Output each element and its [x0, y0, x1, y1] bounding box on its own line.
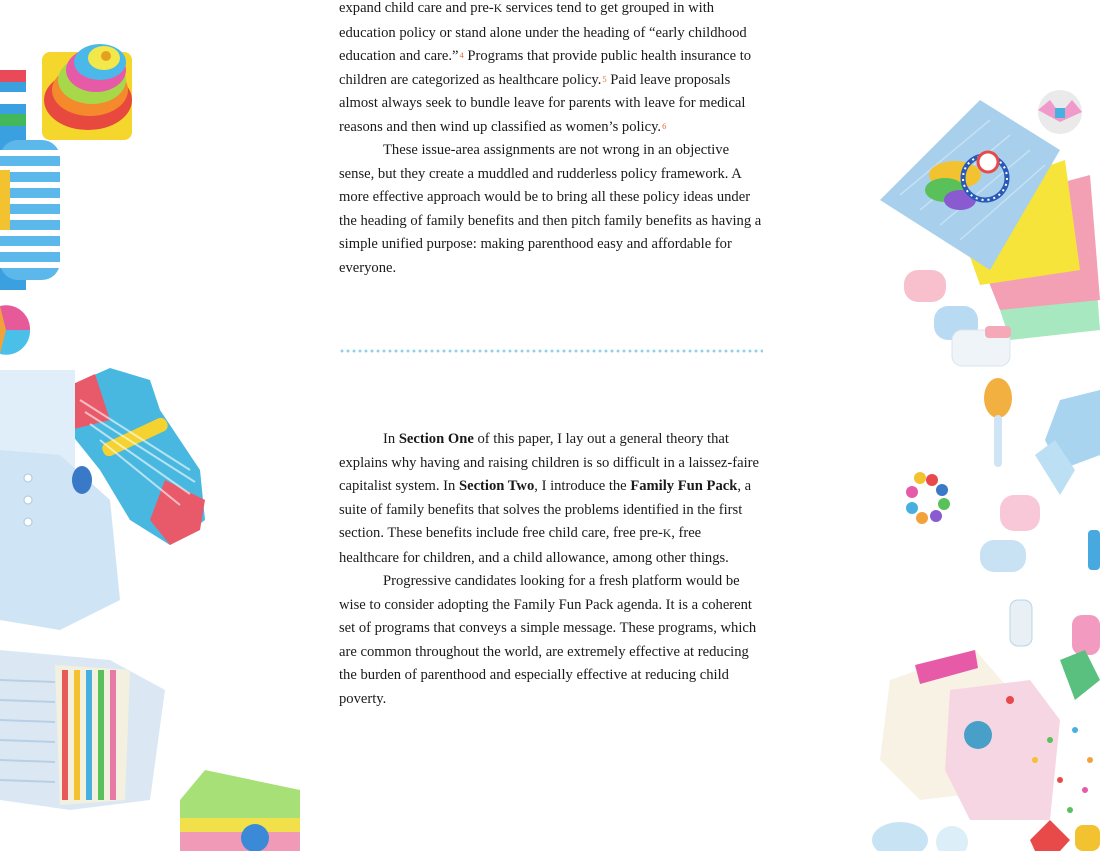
baby-socks-image: [980, 495, 1100, 572]
small-caps-k: K: [662, 528, 672, 540]
right-baby-items-decoration: [860, 0, 1100, 851]
text-run: In: [383, 431, 399, 447]
text-run: of this paper, I lay out a general theory that explains why having and raising children is so difficult in a laissez-faire capitalist system. In: [339, 431, 759, 494]
bold-family-fun-pack: Family Fun Pack: [630, 478, 738, 494]
bold-section-two: Section Two: [458, 478, 535, 494]
text-run: Programs that provide public health insurance to children are categorized as healthcare policy.: [339, 48, 752, 88]
footnote-ref-6[interactable]: 6: [662, 120, 667, 131]
striped-shorts-image: [0, 650, 165, 810]
bead-rattle-toy-image: [906, 472, 950, 524]
paragraph-family-policy-categories: [339, 0, 763, 139]
footnote-ref-5[interactable]: 5: [602, 73, 607, 84]
stacking-rings-toy-image: [42, 44, 132, 140]
article-upper-block: [339, 0, 763, 280]
article-lower-block: [339, 428, 763, 711]
text-run: , a suite of family benefits that solves the problems identified in the first section. These benefits include free child care, free pre-: [339, 478, 752, 541]
pink-bow-image: [1038, 90, 1082, 134]
text-run: services tend to get grouped in with education policy or stand alone under the heading of “early childhood education and care.”: [339, 0, 747, 64]
baby-hairbrush-image: [984, 378, 1012, 467]
paragraph-progressive-candidates: Progressive candidates looking for a fresh platform would be wise to consider adopting the Family Fun Pack agenda. It is a coherent set of programs that conveys a simple message. These programs, which are common throughout the world, are extremely effective at reducing the burden of parenthood and especially effective at reducing child poverty.: [339, 573, 757, 707]
text-run: , free healthcare for children, and a child allowance, among other things.: [339, 525, 729, 566]
dotted-divider: [339, 349, 763, 353]
small-caps-k: K: [493, 3, 503, 15]
pink-clothing-image: [880, 650, 1093, 820]
folded-blankets-image: [880, 100, 1100, 340]
folded-towel-image: [180, 770, 300, 851]
blue-ribbon-image: [1035, 390, 1100, 495]
colorful-ball-image: [0, 305, 30, 355]
paragraph-issue-area-assignments: These issue-area assignments are not wrong in an objective sense, but they create a muddled and rudderless policy framework. A more effective approach would be to bring all these policy ideas under the heading of family benefits and then pitch family benefits as having a simple unified purpose: making parenthood easy and affordable for everyone.: [339, 142, 762, 276]
bottom-toys-image: [872, 820, 1100, 851]
text-run: , I introduce the: [534, 478, 631, 494]
footnote-ref-4[interactable]: 4: [459, 50, 464, 60]
paragraph-paper-overview: [339, 428, 763, 570]
text-run: Paid leave proposals almost always seek to bundle leave for parents with leave for medical reasons and then wind up classified as women’s policy.: [339, 71, 746, 135]
text-run: expand child care and pre-: [339, 0, 494, 16]
left-baby-items-decoration: [0, 0, 310, 851]
bold-section-one: Section One: [398, 431, 474, 447]
